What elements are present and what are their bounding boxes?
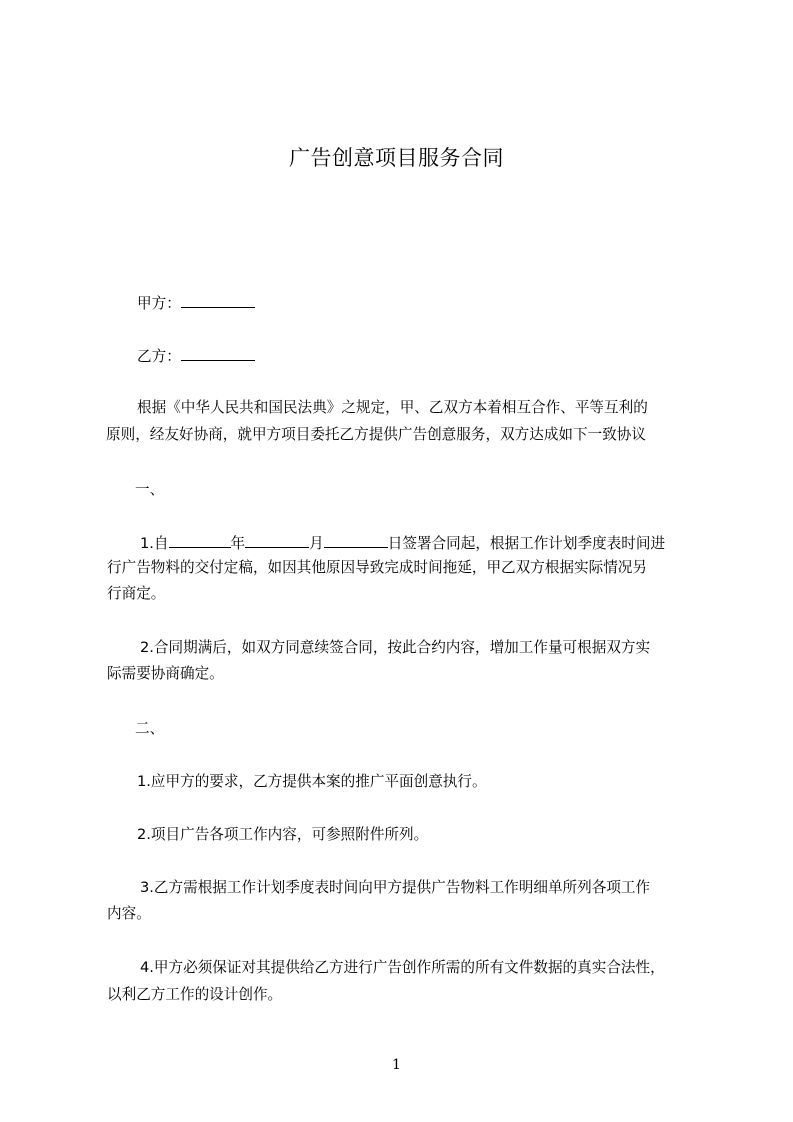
- section-2-item-2: 2.项目广告各项工作内容，可参照附件所列。: [137, 826, 429, 843]
- section-1-item-1-line-3: 行商定。: [107, 585, 166, 602]
- start-date-suffix: 日签署合同起，根据工作计划季度表时间进: [387, 535, 666, 552]
- section-2-item-3-line-2: 内容。: [107, 905, 151, 922]
- section-1-item-2-line-2: 际需要协商确定。: [107, 665, 224, 682]
- party-a-blank: [181, 292, 255, 308]
- party-a-line: [137, 292, 255, 314]
- party-a-label: 甲方：: [137, 295, 181, 312]
- year-blank: [169, 532, 231, 548]
- section-2-item-4-line-2: 以利乙方工作的设计创作。: [107, 986, 283, 1003]
- month-label: 月: [309, 535, 324, 552]
- document-title: 广告创意项目服务合同: [289, 146, 504, 170]
- preamble-line-2: 原则，经友好协商，就甲方项目委托乙方提供广告创意服务，双方达成如下一致协议: [106, 426, 646, 443]
- section-1-item-1-line-1: [140, 532, 665, 554]
- party-b-line: [137, 345, 255, 367]
- section-2-item-1: 1.应甲方的要求，乙方提供本案的推广平面创意执行。: [137, 773, 487, 790]
- party-b-label: 乙方：: [137, 348, 181, 365]
- section-1-item-1-line-2: 行广告物料的交付定稿，如因其他原因导致完成时间拖延，甲乙双方根据实际情况另: [107, 559, 647, 576]
- section-2-item-4-line-1: 4.甲方必须保证对其提供给乙方进行广告创作所需的所有文件数据的真实合法性，: [140, 959, 665, 976]
- section-1-item-2-line-1: 2.合同期满后，如双方同意续签合同，按此合约内容，增加工作量可根据双方实: [140, 639, 651, 656]
- section-2-item-3-line-1: 3.乙方需根据工作计划季度表时间向甲方提供广告物料工作明细单所列各项工作: [140, 879, 651, 896]
- preamble-line-1: 根据《中华人民共和国民法典》之规定，甲、乙双方本着相互合作、平等互利的: [137, 399, 648, 416]
- party-b-blank: [181, 345, 255, 361]
- month-blank: [245, 532, 309, 548]
- page-number: 1: [392, 1057, 401, 1073]
- year-label: 年: [230, 535, 246, 552]
- start-date-prefix: 1.自: [140, 535, 169, 552]
- day-blank: [324, 532, 388, 548]
- section-2-heading: 二、: [135, 720, 165, 737]
- section-1-heading: 一、: [135, 481, 165, 498]
